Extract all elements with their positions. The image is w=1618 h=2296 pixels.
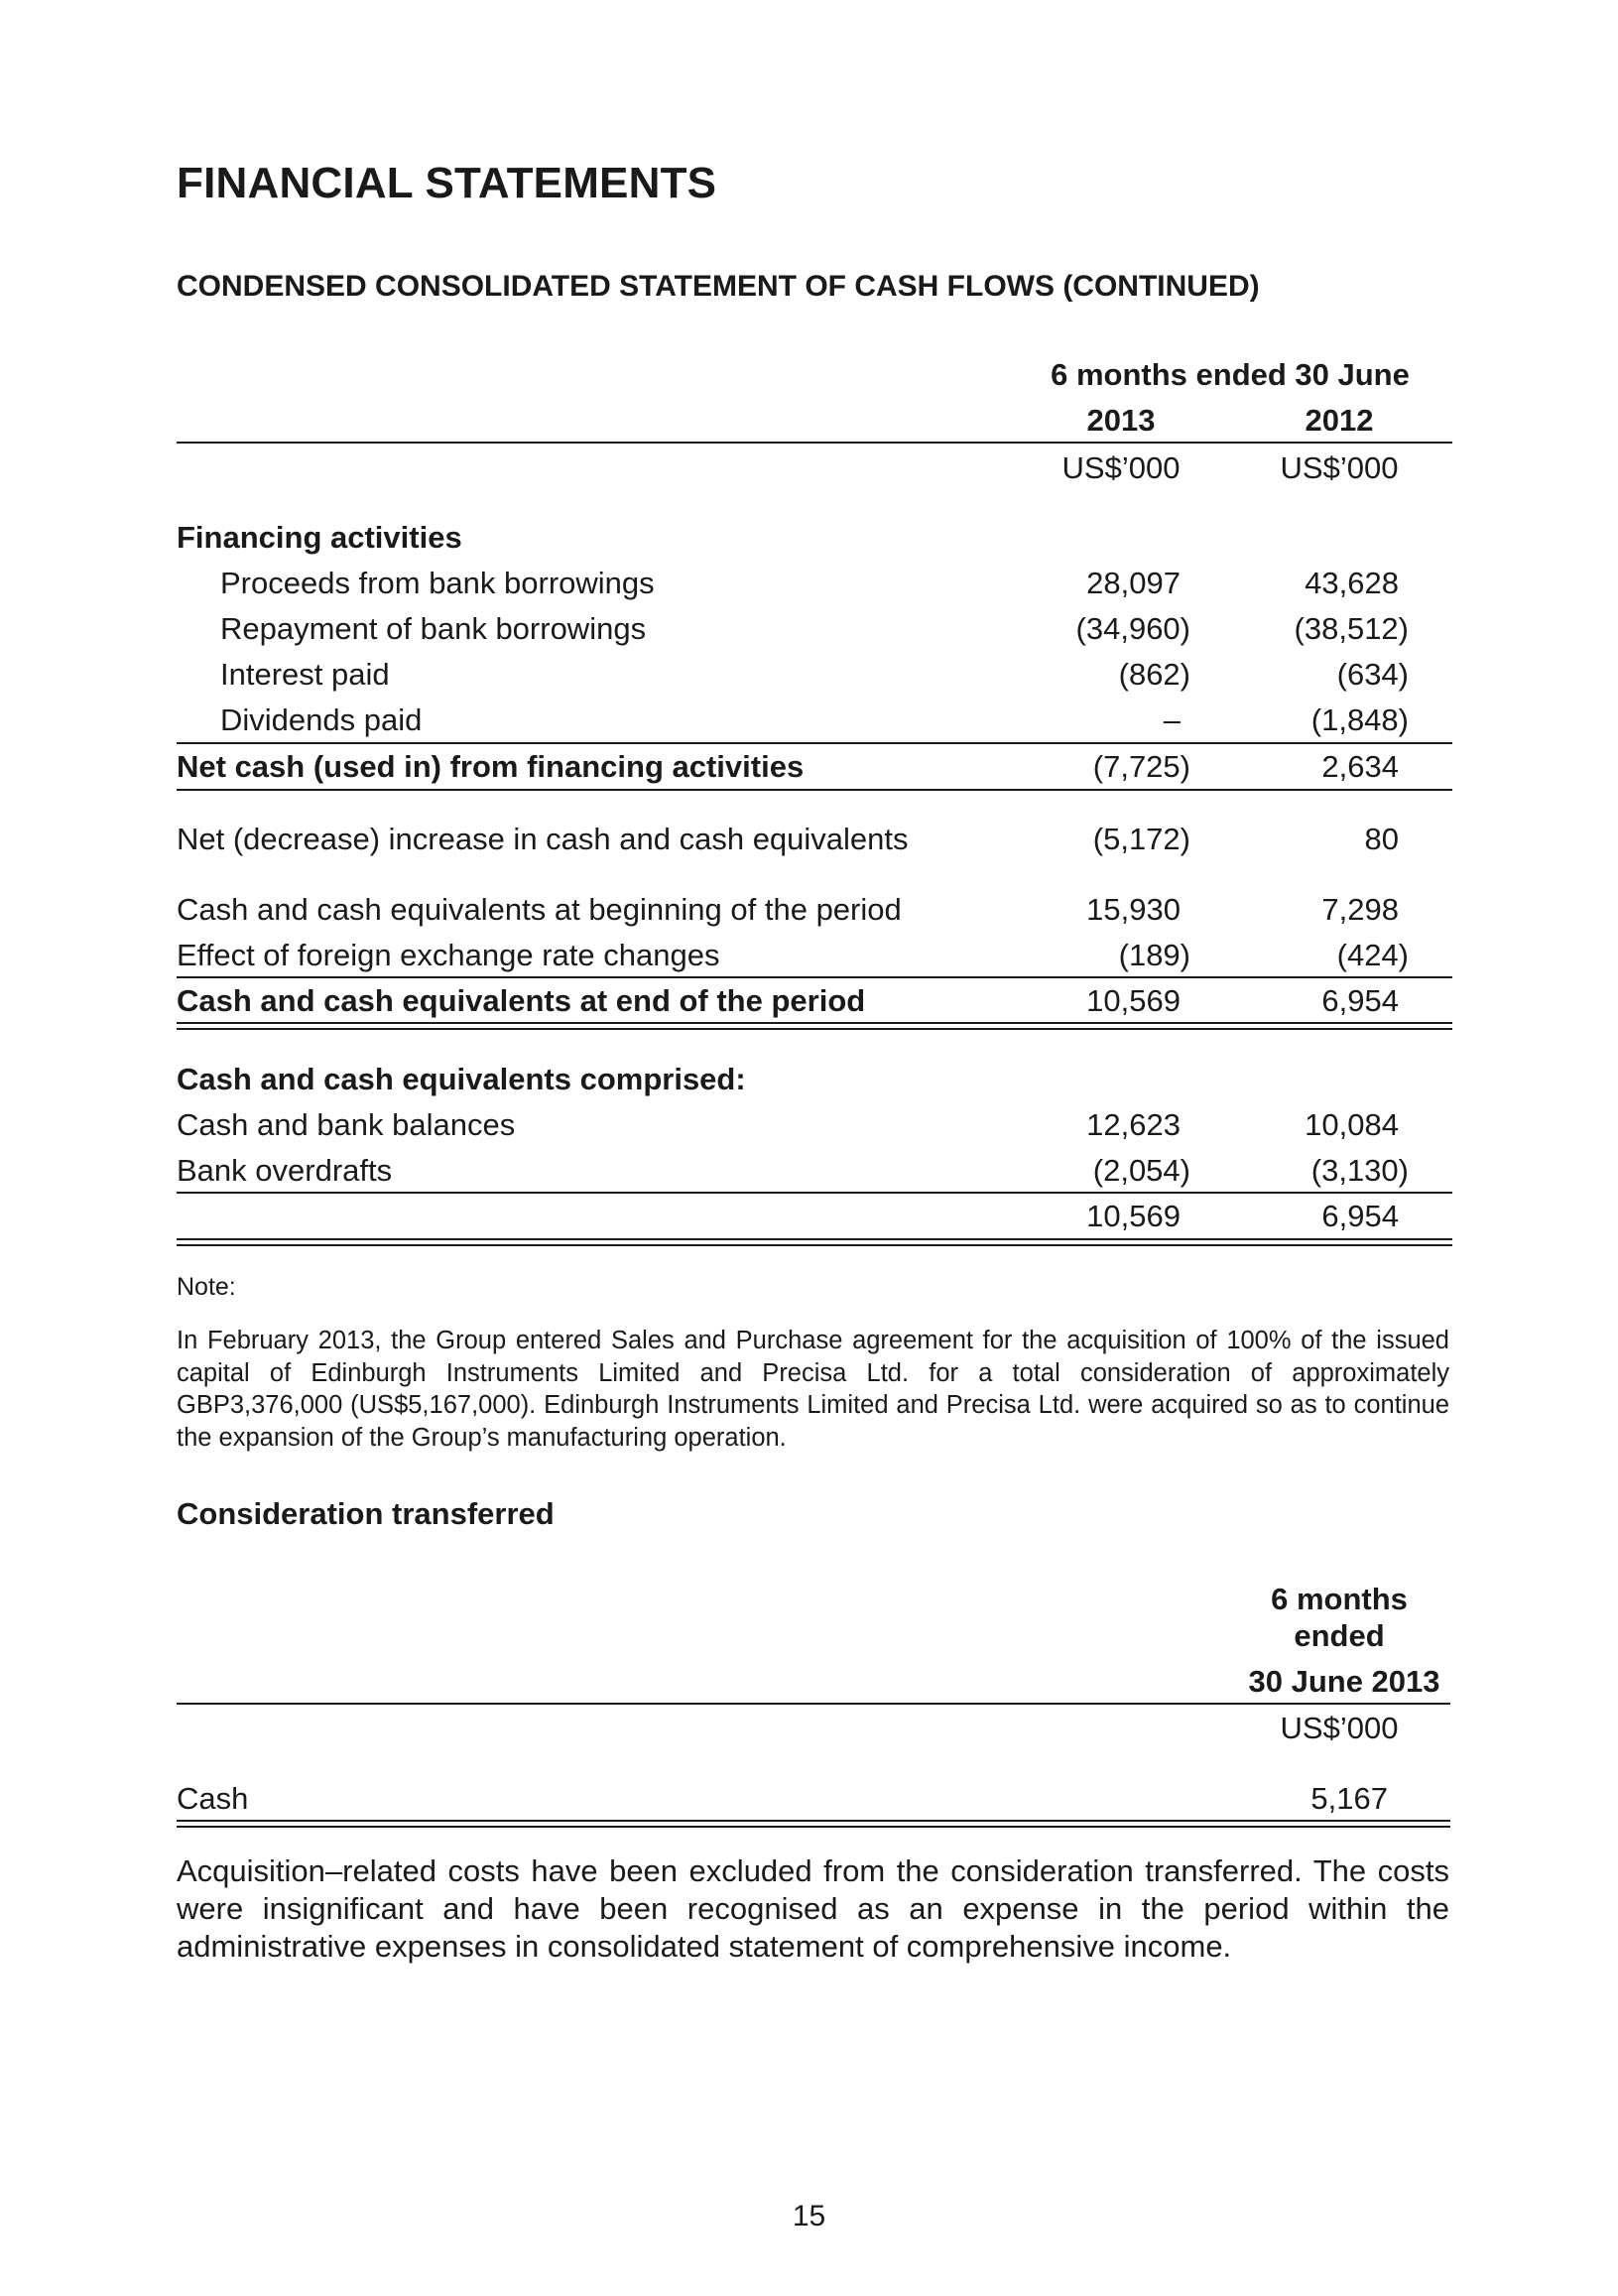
- row-value-2013: 28,097: [1086, 566, 1181, 600]
- net-change-label: Net (decrease) increase in cash and cash equivalents: [177, 822, 909, 856]
- row-value-2013: (34,960): [1075, 611, 1190, 646]
- row-value-2012: (1,848): [1310, 702, 1409, 737]
- comprised-row-label: Cash and bank balances: [177, 1107, 516, 1142]
- row-label: Proceeds from bank borrowings: [220, 566, 655, 600]
- statement-subtitle: CONDENSED CONSOLIDATED STATEMENT OF CASH FLOWS (CONTINUED): [177, 270, 1260, 303]
- comprised-total-2013: 10,569: [1086, 1199, 1181, 1233]
- comprised-rule-top: [177, 1192, 1452, 1194]
- comprised-row-2012: (3,130): [1310, 1153, 1409, 1188]
- beginning-label: Cash and cash equivalents at beginning of the period: [177, 892, 902, 927]
- subtotal-rule-top: [177, 742, 1452, 744]
- comprised-row-2012: 10,084: [1305, 1107, 1399, 1142]
- year-2012-header: 2012: [1305, 403, 1374, 438]
- period-header: 6 months ended 30 June: [1051, 357, 1410, 392]
- row-label: Repayment of bank borrowings: [220, 611, 647, 646]
- end-rule-double-1: [177, 1022, 1452, 1024]
- beginning-2012: 7,298: [1321, 892, 1399, 927]
- comprised-heading: Cash and cash equivalents comprised:: [177, 1062, 746, 1096]
- fx-effect-2013: (189): [1118, 938, 1190, 972]
- row-value-2013: (862): [1118, 657, 1190, 692]
- consideration-header-line2: ended: [1294, 1618, 1385, 1653]
- unit-2012: US$’000: [1280, 450, 1399, 485]
- net-change-2013: (5,172): [1092, 822, 1190, 856]
- consideration-header-line1: 6 months: [1271, 1582, 1408, 1616]
- end-2013: 10,569: [1086, 983, 1181, 1018]
- comprised-rule-double-1: [177, 1238, 1452, 1240]
- row-value-2013: –: [1163, 702, 1181, 737]
- row-label: Interest paid: [220, 657, 390, 692]
- fx-effect-label: Effect of foreign exchange rate changes: [177, 938, 720, 972]
- end-rule-double-2: [177, 1028, 1452, 1030]
- page-number: 15: [792, 2200, 826, 2232]
- header-rule: [177, 442, 1452, 444]
- note-text: In February 2013, the Group entered Sales and Purchase agreement for the acquisition of 100% of the issued capital of Edinburgh Instruments Limited and Precisa Ltd. for a total consideration of approximately GBP3,376,000 (US$5,167,000). Edinburgh Instruments Limited and Precisa Ltd. were acquired so as to continue the expansion of the Group’s manufacturing operation.: [177, 1327, 1449, 1452]
- comprised-row-2013: (2,054): [1092, 1153, 1190, 1188]
- end-label: Cash and cash equivalents at end of the period: [177, 983, 866, 1018]
- comprised-total-2012: 6,954: [1321, 1199, 1399, 1233]
- financing-heading: Financing activities: [177, 520, 462, 555]
- net-financing-2013: (7,725): [1092, 749, 1190, 784]
- end-rule-top: [177, 976, 1452, 978]
- consideration-header-line3: 30 June 2013: [1248, 1664, 1440, 1699]
- consideration-header-rule: [177, 1703, 1450, 1705]
- consideration-unit: US$’000: [1280, 1711, 1399, 1745]
- beginning-2013: 15,930: [1086, 892, 1181, 927]
- consideration-rule-double-1: [177, 1820, 1450, 1822]
- fx-effect-2012: (424): [1336, 938, 1409, 972]
- comprised-row-2013: 12,623: [1086, 1107, 1181, 1142]
- comprised-rule-double-2: [177, 1244, 1452, 1246]
- row-label: Dividends paid: [220, 702, 423, 737]
- page-title: FINANCIAL STATEMENTS: [177, 159, 717, 207]
- note-label: Note:: [177, 1273, 236, 1301]
- consideration-row-label: Cash: [177, 1781, 249, 1816]
- end-2012: 6,954: [1321, 983, 1399, 1018]
- closing-paragraph: Acquisition–related costs have been excluded from the consideration transferred. The costs were insignificant and have been recognised as an expense in the period within the administrative expenses in consolidated statement of comprehensive income.: [177, 1853, 1449, 1964]
- row-value-2012: (634): [1336, 657, 1409, 692]
- net-change-2012: 80: [1364, 822, 1399, 856]
- comprised-row-label: Bank overdrafts: [177, 1153, 393, 1188]
- consideration-rule-double-2: [177, 1826, 1450, 1828]
- row-value-2012: (38,512): [1294, 611, 1409, 646]
- row-value-2012: 43,628: [1305, 566, 1399, 600]
- net-financing-2012: 2,634: [1321, 749, 1399, 784]
- consideration-row-value: 5,167: [1310, 1781, 1388, 1816]
- year-2013-header: 2013: [1086, 403, 1156, 438]
- subtotal-rule-bottom: [177, 789, 1452, 791]
- net-financing-label: Net cash (used in) from financing activities: [177, 749, 805, 784]
- consideration-heading: Consideration transferred: [177, 1496, 555, 1531]
- unit-2013: US$’000: [1061, 450, 1181, 485]
